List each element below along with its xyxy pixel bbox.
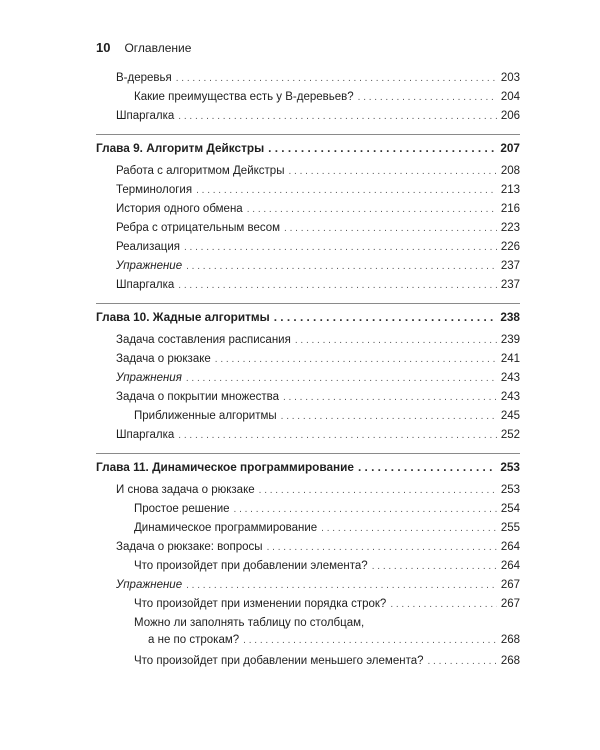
- entry-page-number: 243: [500, 391, 520, 403]
- entry-title-line2: а не по строкам?: [148, 634, 240, 646]
- toc-entry[interactable]: [96, 203, 520, 222]
- dot-leader: [243, 635, 497, 646]
- toc-entry[interactable]: [96, 598, 520, 617]
- entry-page-number: 208: [500, 165, 520, 177]
- dot-leader: [428, 656, 497, 667]
- entry-page-number: 245: [500, 410, 520, 422]
- entry-title: Задача о рюкзаке: [116, 353, 211, 365]
- chapter-heading[interactable]: [96, 303, 520, 330]
- dot-leader: [196, 185, 497, 196]
- dot-leader: [283, 392, 497, 403]
- chapter-heading[interactable]: [96, 453, 520, 480]
- entry-title: Динамическое программирование: [134, 522, 318, 534]
- entry-title: В-деревья: [116, 72, 172, 84]
- toc-entry[interactable]: [96, 522, 520, 541]
- dot-leader: [247, 204, 497, 215]
- entry-page-number: 253: [500, 484, 520, 496]
- entry-title: Что произойдет при добавлении элемента?: [134, 560, 368, 572]
- entry-title: Терминология: [116, 184, 193, 196]
- chapter-page-number: 207: [500, 141, 520, 155]
- section-title: Оглавление: [124, 41, 192, 55]
- entry-title: Простое решение: [134, 503, 230, 515]
- toc-entry[interactable]: [96, 579, 520, 598]
- toc-entry[interactable]: [96, 410, 520, 429]
- entry-page-number: 254: [500, 503, 520, 515]
- dot-leader: [186, 261, 497, 272]
- dot-leader: [186, 580, 497, 591]
- entry-page-number: 203: [500, 72, 520, 84]
- dot-leader: [281, 411, 497, 422]
- toc-entry[interactable]: [96, 241, 520, 260]
- dot-leader: [186, 373, 497, 384]
- entry-title-line1: Можно ли заполнять таблицу по столбцам,: [134, 617, 365, 629]
- dot-leader: [234, 504, 497, 515]
- entry-title: Упражнения: [116, 372, 182, 384]
- entry-page-number: 239: [500, 334, 520, 346]
- page-header: [96, 40, 191, 55]
- entry-page-number: 206: [500, 110, 520, 122]
- entry-page-number: 255: [500, 522, 520, 534]
- entry-title: Что произойдет при добавлении меньшего элемента?: [134, 655, 424, 667]
- dot-leader: [178, 430, 497, 441]
- entry-title: Ребра с отрицательным весом: [116, 222, 281, 234]
- entry-title: История одного обмена: [116, 203, 243, 215]
- entry-title: Упражнение: [116, 260, 183, 272]
- dot-leader: [268, 141, 496, 155]
- entry-page-number: 252: [500, 429, 520, 441]
- toc-entry[interactable]: [96, 165, 520, 184]
- entry-page-number: 264: [500, 541, 520, 553]
- entry-title: Работа с алгоритмом Дейкстры: [116, 165, 285, 177]
- toc-entry[interactable]: [96, 222, 520, 241]
- toc-entry[interactable]: [96, 260, 520, 279]
- entry-page-number: 243: [500, 372, 520, 384]
- dot-leader: [358, 92, 497, 103]
- entry-page-number: 268: [500, 634, 520, 646]
- toc-entry[interactable]: [96, 353, 520, 372]
- entry-title: Приближенные алгоритмы: [134, 410, 277, 422]
- dot-leader: [295, 335, 497, 346]
- dot-leader: [390, 599, 497, 610]
- entry-title: Шпаргалка: [116, 110, 175, 122]
- entry-page-number: 213: [500, 184, 520, 196]
- entry-page-number: 268: [500, 655, 520, 667]
- entry-title: Шпаргалка: [116, 429, 175, 441]
- toc-entry[interactable]: [96, 279, 520, 298]
- entry-page-number: 241: [500, 353, 520, 365]
- dot-leader: [176, 73, 497, 84]
- entry-title: Задача о покрытии множества: [116, 391, 279, 403]
- entry-title: Задача о рюкзаке: вопросы: [116, 541, 263, 553]
- table-of-contents: [96, 72, 520, 674]
- toc-entry[interactable]: [96, 110, 520, 129]
- toc-entry[interactable]: [96, 541, 520, 560]
- dot-leader: [178, 280, 497, 291]
- dot-leader: [372, 561, 497, 572]
- entry-page-number: 204: [500, 91, 520, 103]
- toc-entry[interactable]: [96, 391, 520, 410]
- entry-title: Какие преимущества есть у В-деревьев?: [134, 91, 354, 103]
- entry-title: Задача составления расписания: [116, 334, 291, 346]
- toc-entry[interactable]: [96, 429, 520, 448]
- toc-entry[interactable]: [96, 372, 520, 391]
- toc-entry[interactable]: [96, 72, 520, 91]
- dot-leader: [215, 354, 497, 365]
- toc-entry[interactable]: [96, 91, 520, 110]
- toc-entry[interactable]: [96, 184, 520, 203]
- entry-title: Реализация: [116, 241, 180, 253]
- dot-leader: [284, 223, 497, 234]
- entry-title: И снова задача о рюкзаке: [116, 484, 255, 496]
- entry-title: Что произойдет при изменении порядка строк?: [134, 598, 387, 610]
- chapter-page-number: 253: [500, 460, 520, 474]
- dot-leader: [358, 460, 496, 474]
- page-number: 10: [96, 40, 111, 55]
- entry-page-number: 237: [500, 260, 520, 272]
- entry-page-number: 223: [500, 222, 520, 234]
- entry-title: Упражнение: [116, 579, 183, 591]
- dot-leader: [184, 242, 497, 253]
- toc-entry[interactable]: [96, 655, 520, 674]
- entry-page-number: 226: [500, 241, 520, 253]
- entry-page-number: 267: [500, 598, 520, 610]
- toc-entry-multiline[interactable]: [96, 617, 520, 653]
- chapter-title: Глава 9. Алгоритм Дейкстры: [96, 141, 265, 155]
- chapter-heading[interactable]: [96, 134, 520, 161]
- toc-entry[interactable]: [96, 484, 520, 503]
- chapter-page-number: 238: [500, 310, 520, 324]
- dot-leader: [259, 485, 497, 496]
- toc-entry[interactable]: [96, 334, 520, 353]
- entry-page-number: 267: [500, 579, 520, 591]
- entry-title: Шпаргалка: [116, 279, 175, 291]
- entry-page-number: 237: [500, 279, 520, 291]
- entry-page-number: 216: [500, 203, 520, 215]
- toc-entry[interactable]: [96, 503, 520, 522]
- dot-leader: [274, 310, 497, 324]
- chapter-title: Глава 11. Динамическое программирование: [96, 460, 354, 474]
- chapter-title: Глава 10. Жадные алгоритмы: [96, 310, 270, 324]
- dot-leader: [178, 111, 497, 122]
- dot-leader: [321, 523, 497, 534]
- dot-leader: [288, 166, 496, 177]
- dot-leader: [267, 542, 497, 553]
- entry-page-number: 264: [500, 560, 520, 572]
- toc-entry[interactable]: [96, 560, 520, 579]
- entry-title-line2-row: [134, 634, 520, 653]
